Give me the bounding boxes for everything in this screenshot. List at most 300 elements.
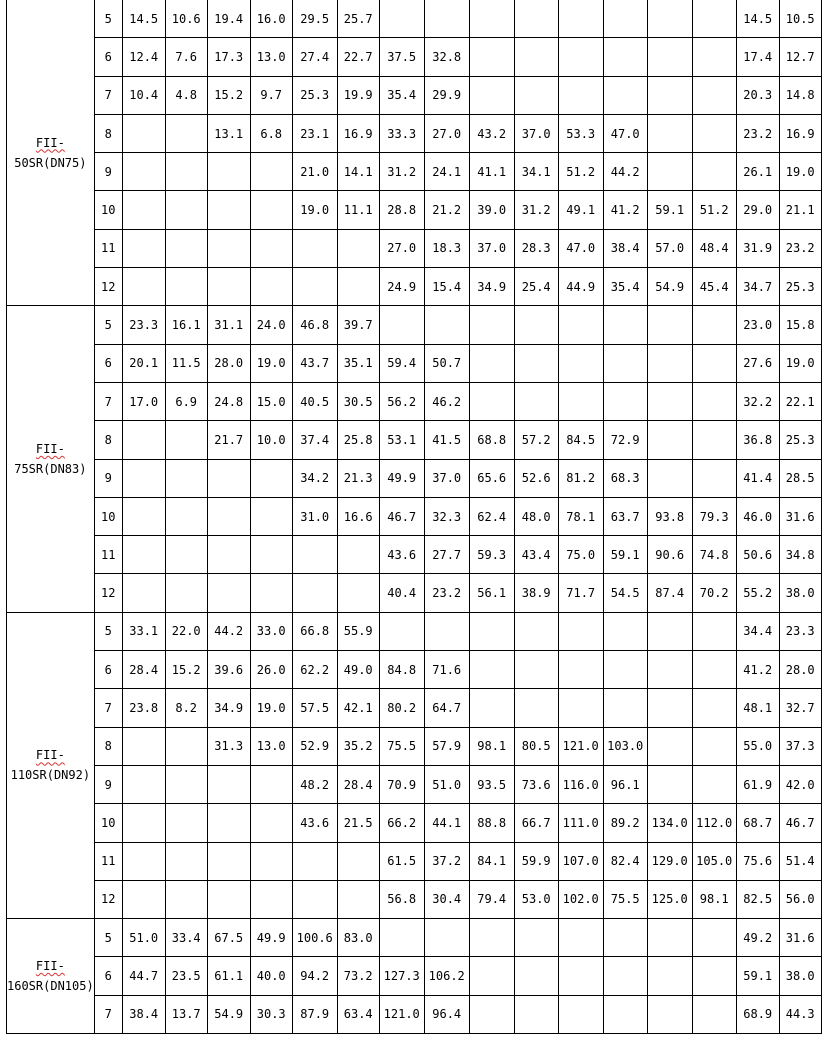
value-cell: 56.0 (779, 880, 821, 918)
value-cell: 70.9 (379, 765, 424, 803)
value-cell (292, 268, 337, 306)
value-cell: 46.7 (779, 804, 821, 842)
table-row (7, 38, 822, 76)
value-cell: 46.0 (736, 497, 779, 535)
value-cell (122, 229, 165, 267)
value-cell (207, 842, 250, 880)
value-cell: 21.1 (779, 191, 821, 229)
value-cell: 89.2 (603, 804, 647, 842)
model-suffix: 160SR(DN105) (7, 979, 94, 994)
value-cell (122, 153, 165, 191)
value-cell (603, 306, 647, 344)
value-cell: 43.6 (292, 804, 337, 842)
value-cell: 79.3 (692, 497, 736, 535)
value-cell: 19.9 (337, 76, 379, 114)
value-cell (558, 957, 603, 995)
table-row (7, 153, 822, 191)
table-row (7, 382, 822, 420)
value-cell (424, 919, 469, 957)
value-cell: 10.6 (165, 0, 207, 38)
value-cell (337, 574, 379, 612)
value-cell: 49.9 (250, 919, 292, 957)
value-cell (692, 114, 736, 152)
value-cell: 41.2 (736, 651, 779, 689)
value-cell: 55.2 (736, 574, 779, 612)
value-cell (469, 612, 514, 650)
value-cell: 82.5 (736, 880, 779, 918)
value-cell: 55.0 (736, 727, 779, 765)
value-cell: 66.2 (379, 804, 424, 842)
value-cell (647, 689, 692, 727)
value-cell: 33.1 (122, 612, 165, 650)
value-cell (122, 727, 165, 765)
value-cell: 31.1 (207, 306, 250, 344)
value-cell: 61.5 (379, 842, 424, 880)
value-cell: 51.0 (424, 765, 469, 803)
value-cell (692, 957, 736, 995)
table-row (7, 804, 822, 842)
model-label (7, 306, 95, 612)
value-cell: 79.4 (469, 880, 514, 918)
value-cell: 68.9 (736, 995, 779, 1033)
value-cell: 75.5 (603, 880, 647, 918)
value-cell (469, 995, 514, 1033)
value-cell: 52.6 (514, 459, 558, 497)
value-cell (122, 765, 165, 803)
value-cell (122, 191, 165, 229)
value-cell: 37.5 (379, 38, 424, 76)
table-row (7, 268, 822, 306)
value-cell: 57.5 (292, 689, 337, 727)
value-cell: 28.8 (379, 191, 424, 229)
value-cell: 44.2 (207, 612, 250, 650)
value-cell (647, 382, 692, 420)
value-cell: 75.5 (379, 727, 424, 765)
value-cell: 8.2 (165, 689, 207, 727)
value-cell: 53.3 (558, 114, 603, 152)
value-cell: 21.7 (207, 421, 250, 459)
value-cell: 41.4 (736, 459, 779, 497)
value-cell: 48.1 (736, 689, 779, 727)
data-table (6, 0, 822, 1034)
value-cell: 83.0 (337, 919, 379, 957)
row-index-cell: 5 (94, 919, 122, 957)
value-cell (165, 842, 207, 880)
value-cell: 21.0 (292, 153, 337, 191)
value-cell (165, 536, 207, 574)
value-cell (207, 153, 250, 191)
value-cell (292, 880, 337, 918)
value-cell (692, 382, 736, 420)
value-cell: 23.2 (779, 229, 821, 267)
value-cell (558, 38, 603, 76)
value-cell: 17.4 (736, 38, 779, 76)
value-cell (647, 0, 692, 38)
value-cell (379, 0, 424, 38)
value-cell (122, 880, 165, 918)
value-cell (514, 995, 558, 1033)
value-cell (165, 804, 207, 842)
value-cell: 20.1 (122, 344, 165, 382)
value-cell: 16.1 (165, 306, 207, 344)
value-cell: 29.5 (292, 0, 337, 38)
value-cell: 40.4 (379, 574, 424, 612)
value-cell: 61.9 (736, 765, 779, 803)
value-cell: 27.6 (736, 344, 779, 382)
value-cell (647, 153, 692, 191)
value-cell (647, 76, 692, 114)
value-cell (558, 306, 603, 344)
value-cell (692, 153, 736, 191)
value-cell: 27.4 (292, 38, 337, 76)
table-row (7, 229, 822, 267)
value-cell (469, 957, 514, 995)
row-index-cell: 11 (94, 842, 122, 880)
value-cell: 51.4 (779, 842, 821, 880)
value-cell (469, 919, 514, 957)
value-cell: 75.0 (558, 536, 603, 574)
value-cell (292, 574, 337, 612)
value-cell: 11.5 (165, 344, 207, 382)
value-cell: 14.1 (337, 153, 379, 191)
value-cell: 24.0 (250, 306, 292, 344)
value-cell: 74.8 (692, 536, 736, 574)
value-cell (692, 727, 736, 765)
value-cell: 23.3 (122, 306, 165, 344)
value-cell (647, 919, 692, 957)
value-cell: 33.0 (250, 612, 292, 650)
value-cell: 57.0 (647, 229, 692, 267)
value-cell: 15.8 (779, 306, 821, 344)
value-cell: 37.2 (424, 842, 469, 880)
value-cell: 47.0 (558, 229, 603, 267)
value-cell: 59.4 (379, 344, 424, 382)
row-index-cell: 6 (94, 957, 122, 995)
value-cell (603, 919, 647, 957)
value-cell (250, 497, 292, 535)
row-index-cell: 7 (94, 382, 122, 420)
table-row (7, 536, 822, 574)
value-cell: 57.9 (424, 727, 469, 765)
value-cell: 84.5 (558, 421, 603, 459)
value-cell: 6.9 (165, 382, 207, 420)
value-cell (647, 306, 692, 344)
value-cell: 29.9 (424, 76, 469, 114)
value-cell (514, 382, 558, 420)
value-cell: 53.0 (514, 880, 558, 918)
value-cell: 35.4 (603, 268, 647, 306)
value-cell: 87.4 (647, 574, 692, 612)
value-cell: 96.4 (424, 995, 469, 1033)
value-cell: 42.0 (779, 765, 821, 803)
row-index-cell: 5 (94, 0, 122, 38)
value-cell: 54.5 (603, 574, 647, 612)
value-cell: 54.9 (207, 995, 250, 1033)
value-cell (647, 38, 692, 76)
value-cell: 68.3 (603, 459, 647, 497)
value-cell: 49.0 (337, 651, 379, 689)
row-index-cell: 6 (94, 38, 122, 76)
value-cell (692, 651, 736, 689)
value-cell (647, 114, 692, 152)
value-cell: 49.1 (558, 191, 603, 229)
value-cell: 44.7 (122, 957, 165, 995)
row-index-cell: 7 (94, 689, 122, 727)
value-cell (250, 191, 292, 229)
value-cell: 44.3 (779, 995, 821, 1033)
value-cell (379, 612, 424, 650)
value-cell: 44.2 (603, 153, 647, 191)
value-cell (165, 114, 207, 152)
value-cell (692, 765, 736, 803)
value-cell: 34.9 (469, 268, 514, 306)
value-cell: 38.4 (122, 995, 165, 1033)
value-cell (207, 497, 250, 535)
value-cell (207, 880, 250, 918)
value-cell: 39.7 (337, 306, 379, 344)
value-cell: 34.9 (207, 689, 250, 727)
value-cell: 73.2 (337, 957, 379, 995)
model-prefix: FII- (35, 748, 65, 763)
value-cell (558, 651, 603, 689)
value-cell: 13.0 (250, 38, 292, 76)
value-cell: 39.0 (469, 191, 514, 229)
value-cell: 23.5 (165, 957, 207, 995)
value-cell (250, 268, 292, 306)
value-cell: 62.2 (292, 651, 337, 689)
value-cell: 25.8 (337, 421, 379, 459)
value-cell: 98.1 (469, 727, 514, 765)
value-cell (292, 229, 337, 267)
table-row (7, 0, 822, 38)
table-row (7, 191, 822, 229)
value-cell (165, 765, 207, 803)
value-cell: 25.3 (292, 76, 337, 114)
value-cell (514, 689, 558, 727)
value-cell: 10.0 (250, 421, 292, 459)
table-row (7, 459, 822, 497)
value-cell: 43.4 (514, 536, 558, 574)
value-cell (692, 38, 736, 76)
table-row (7, 727, 822, 765)
value-cell (207, 536, 250, 574)
value-cell (603, 689, 647, 727)
value-cell: 29.0 (736, 191, 779, 229)
value-cell: 73.6 (514, 765, 558, 803)
value-cell: 19.0 (292, 191, 337, 229)
value-cell (292, 842, 337, 880)
value-cell (647, 727, 692, 765)
value-cell: 37.3 (779, 727, 821, 765)
value-cell (558, 612, 603, 650)
value-cell: 48.4 (692, 229, 736, 267)
model-prefix: FII- (35, 959, 65, 974)
value-cell: 7.6 (165, 38, 207, 76)
value-cell (647, 459, 692, 497)
value-cell: 49.9 (379, 459, 424, 497)
value-cell (558, 382, 603, 420)
value-cell: 31.6 (779, 919, 821, 957)
value-cell: 51.2 (692, 191, 736, 229)
value-cell: 66.8 (292, 612, 337, 650)
value-cell (558, 689, 603, 727)
row-index-cell: 9 (94, 765, 122, 803)
value-cell (337, 536, 379, 574)
row-index-cell: 8 (94, 114, 122, 152)
value-cell: 15.2 (207, 76, 250, 114)
value-cell: 13.0 (250, 727, 292, 765)
value-cell (122, 497, 165, 535)
value-cell: 37.4 (292, 421, 337, 459)
value-cell: 21.3 (337, 459, 379, 497)
value-cell: 16.0 (250, 0, 292, 38)
value-cell (692, 459, 736, 497)
value-cell (558, 344, 603, 382)
row-index-cell: 7 (94, 995, 122, 1033)
value-cell: 56.1 (469, 574, 514, 612)
value-cell: 112.0 (692, 804, 736, 842)
value-cell: 59.1 (736, 957, 779, 995)
value-cell: 19.0 (779, 344, 821, 382)
table-row (7, 957, 822, 995)
value-cell: 96.1 (603, 765, 647, 803)
value-cell (122, 268, 165, 306)
table-row (7, 880, 822, 918)
value-cell: 67.5 (207, 919, 250, 957)
value-cell (250, 842, 292, 880)
value-cell: 105.0 (692, 842, 736, 880)
value-cell: 30.4 (424, 880, 469, 918)
value-cell: 78.1 (558, 497, 603, 535)
table-body (7, 0, 822, 1034)
value-cell: 111.0 (558, 804, 603, 842)
value-cell: 50.7 (424, 344, 469, 382)
value-cell: 63.4 (337, 995, 379, 1033)
value-cell (207, 574, 250, 612)
row-index-cell: 11 (94, 536, 122, 574)
value-cell (250, 229, 292, 267)
table-row (7, 306, 822, 344)
value-cell: 24.8 (207, 382, 250, 420)
value-cell: 31.2 (514, 191, 558, 229)
value-cell: 19.0 (250, 689, 292, 727)
value-cell: 31.0 (292, 497, 337, 535)
value-cell: 93.8 (647, 497, 692, 535)
value-cell (647, 651, 692, 689)
value-cell: 44.1 (424, 804, 469, 842)
value-cell: 26.1 (736, 153, 779, 191)
value-cell: 48.2 (292, 765, 337, 803)
value-cell (514, 0, 558, 38)
value-cell: 37.0 (469, 229, 514, 267)
value-cell: 32.2 (736, 382, 779, 420)
value-cell: 103.0 (603, 727, 647, 765)
value-cell (514, 76, 558, 114)
value-cell: 25.4 (514, 268, 558, 306)
value-cell: 6.8 (250, 114, 292, 152)
value-cell: 11.1 (337, 191, 379, 229)
value-cell: 51.2 (558, 153, 603, 191)
value-cell (337, 268, 379, 306)
value-cell: 16.6 (337, 497, 379, 535)
value-cell (165, 497, 207, 535)
value-cell: 70.2 (692, 574, 736, 612)
value-cell (379, 306, 424, 344)
value-cell: 90.6 (647, 536, 692, 574)
value-cell (424, 612, 469, 650)
value-cell: 33.4 (165, 919, 207, 957)
value-cell (250, 459, 292, 497)
value-cell: 93.5 (469, 765, 514, 803)
value-cell: 17.3 (207, 38, 250, 76)
value-cell (165, 574, 207, 612)
table-row (7, 842, 822, 880)
value-cell: 32.7 (779, 689, 821, 727)
value-cell (424, 306, 469, 344)
value-cell: 37.0 (424, 459, 469, 497)
table-row (7, 421, 822, 459)
value-cell: 46.7 (379, 497, 424, 535)
value-cell: 27.0 (379, 229, 424, 267)
value-cell (647, 421, 692, 459)
value-cell: 32.3 (424, 497, 469, 535)
value-cell (207, 191, 250, 229)
value-cell: 107.0 (558, 842, 603, 880)
value-cell: 98.1 (692, 880, 736, 918)
value-cell (469, 38, 514, 76)
value-cell (469, 344, 514, 382)
row-index-cell: 9 (94, 459, 122, 497)
row-index-cell: 5 (94, 612, 122, 650)
row-index-cell: 10 (94, 191, 122, 229)
value-cell (292, 536, 337, 574)
value-cell (250, 153, 292, 191)
value-cell: 16.9 (337, 114, 379, 152)
value-cell: 24.9 (379, 268, 424, 306)
value-cell: 34.1 (514, 153, 558, 191)
row-index-cell: 12 (94, 880, 122, 918)
value-cell: 12.7 (779, 38, 821, 76)
value-cell: 19.0 (250, 344, 292, 382)
value-cell: 22.1 (779, 382, 821, 420)
table-row (7, 919, 822, 957)
value-cell: 116.0 (558, 765, 603, 803)
value-cell (647, 957, 692, 995)
row-index-cell: 8 (94, 727, 122, 765)
value-cell: 47.0 (603, 114, 647, 152)
value-cell (692, 421, 736, 459)
value-cell: 22.0 (165, 612, 207, 650)
row-index-cell: 10 (94, 497, 122, 535)
table-row (7, 765, 822, 803)
value-cell: 84.1 (469, 842, 514, 880)
value-cell: 65.6 (469, 459, 514, 497)
value-cell: 64.7 (424, 689, 469, 727)
value-cell: 31.3 (207, 727, 250, 765)
row-index-cell: 7 (94, 76, 122, 114)
value-cell: 53.1 (379, 421, 424, 459)
value-cell (469, 76, 514, 114)
value-cell: 40.5 (292, 382, 337, 420)
model-suffix: 50SR(DN75) (14, 155, 87, 170)
table-row (7, 574, 822, 612)
value-cell: 18.3 (424, 229, 469, 267)
value-cell: 27.7 (424, 536, 469, 574)
value-cell: 71.6 (424, 651, 469, 689)
value-cell: 15.0 (250, 382, 292, 420)
value-cell (514, 344, 558, 382)
value-cell: 46.8 (292, 306, 337, 344)
